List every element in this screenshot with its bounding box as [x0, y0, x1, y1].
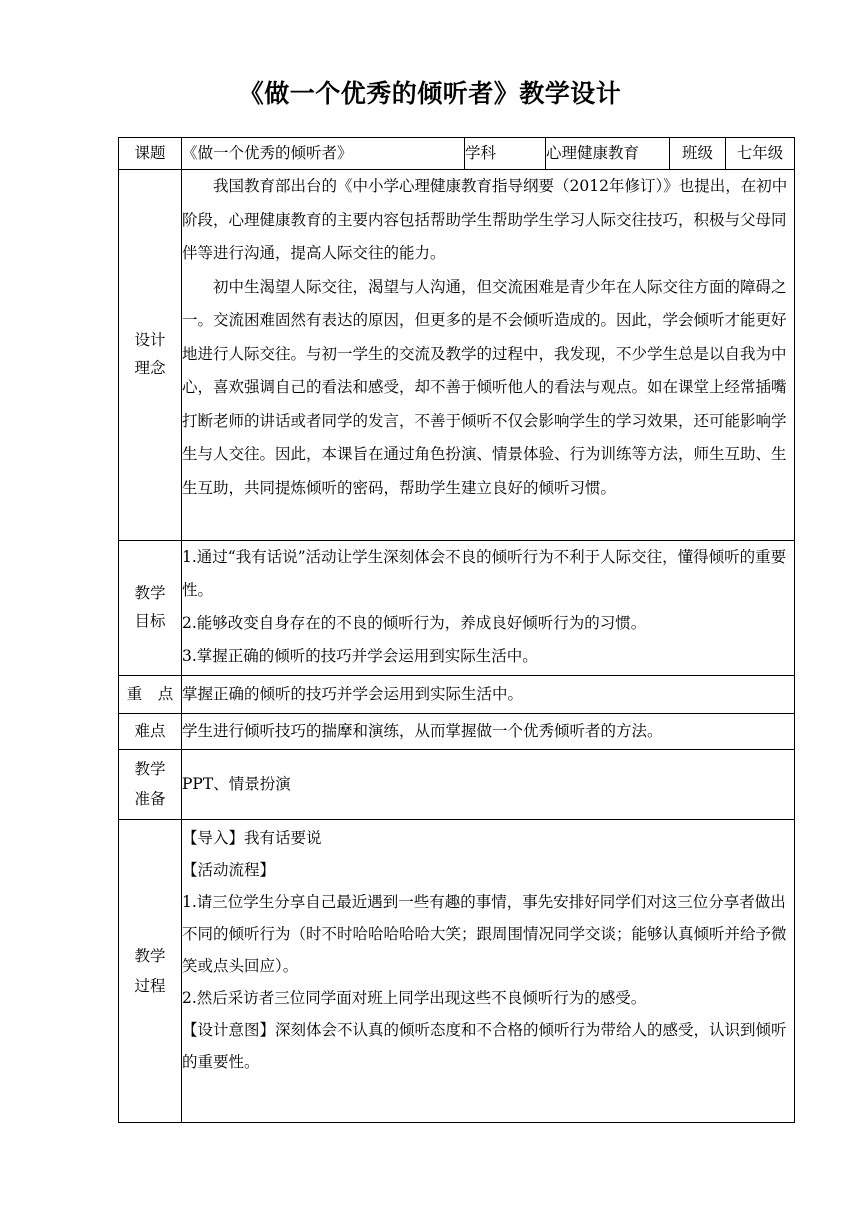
grade-value: 七年级: [726, 138, 795, 170]
lesson-plan-table: [118, 137, 795, 1123]
preparation-label: 教学 准备: [119, 750, 182, 820]
process-row: [119, 820, 795, 1123]
topic-label: 课题: [119, 138, 182, 170]
objective-item: 2.能够改变自身存在的不良的倾听行为，养成良好倾听行为的习惯。: [182, 614, 647, 632]
difficulty-value: 学生进行倾听技巧的揣摩和演练，从而掌握做一个优秀倾听者的方法。: [182, 714, 795, 750]
process-line: 1.请三位学生分享自己最近遇到一些有趣的事情，事先安排好同学们对这三位分享者做出不同的倾听行为（时不时哈哈哈哈哈大笑；跟周围情况同学交谈；能够认真倾听并给予微笑或点头回应）。: [182, 893, 787, 975]
preparation-value: PPT、情景扮演: [182, 750, 795, 820]
topic-value: 《做一个优秀的倾听者》: [182, 138, 465, 170]
grade-label: 班级: [670, 138, 726, 170]
difficulty-label: 难点: [119, 714, 182, 750]
key-point-row: [119, 676, 795, 714]
objective-item: 3.掌握正确的倾听的技巧并学会运用到实际生活中。: [182, 647, 538, 665]
subject-value: 心理健康教育: [546, 138, 670, 170]
concept-row: [119, 170, 795, 541]
objectives-row: [119, 541, 795, 676]
subject-label: 学科: [465, 138, 546, 170]
key-point-label: 重 点: [119, 676, 182, 714]
concept-label: 设计 理念: [119, 170, 182, 541]
objectives-label: 教学 目标: [119, 541, 182, 676]
process-line: 【活动流程】: [182, 861, 276, 879]
header-row: [119, 138, 795, 170]
document-title: 《做一个优秀的倾听者》教学设计: [238, 79, 622, 108]
objectives-content: [182, 541, 795, 676]
process-line: 【设计意图】深刻体会不认真的倾听态度和不合格的倾听行为带给人的感受，认识到倾听的重要性。: [182, 1021, 787, 1071]
concept-paragraph: 初中生渴望人际交往，渴望与人沟通，但交流困难是青少年在人际交往方面的障碍之一。交流困难固然有表达的原因，但更多的是不会倾听造成的。因此，学会倾听才能更好地进行人际交往。与初一学生的交流及教学的过程中，我发现，不少学生总是以自我为中心，喜欢强调自己的看法和感受，却不善于倾听他人的看法与观点。如在课堂上经常插嘴打断老师的讲话或者同学的发言，不善于倾听不仅会影响学生的学习效果，还可能影响学生与人交往。因此，本课旨在通过角色扮演、情景体验、行为训练等方法，师生互助、生生互助，共同提炼倾听的密码，帮助学生建立良好的倾听习惯。: [182, 277, 787, 497]
concept-paragraph: 我国教育部出台的《中小学心理健康教育指导纲要（2012年修订）》也提出，在初中阶段，心理健康教育的主要内容包括帮助学生帮助学生学习人际交往技巧，积极与父母同伴等进行沟通，提高人际交往的能力。: [182, 177, 788, 262]
process-label: 教学 过程: [119, 820, 182, 1123]
process-line: 2.然后采访者三位同学面对班上同学出现这些不良倾听行为的感受。: [182, 989, 647, 1007]
process-line: 【导入】我有话要说: [182, 829, 322, 847]
key-point-value: 掌握正确的倾听的技巧并学会运用到实际生活中。: [182, 676, 795, 714]
preparation-row: [119, 750, 795, 820]
concept-content: [182, 170, 795, 541]
objective-item: 1.通过“我有话说”活动让学生深刻体会不良的倾听行为不利于人际交往，懂得倾听的重要性。: [182, 548, 787, 599]
process-content: [182, 820, 795, 1123]
difficulty-row: [119, 714, 795, 750]
